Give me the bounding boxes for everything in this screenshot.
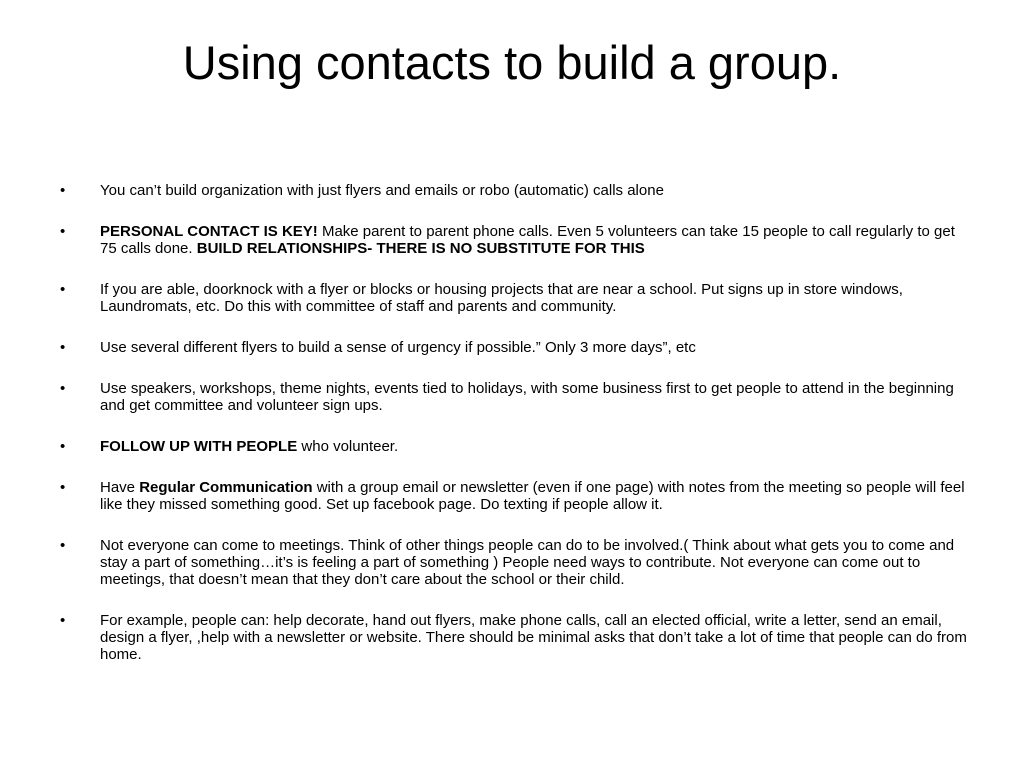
bullet-segment: Make parent to parent phone calls. Even 5 volunteers can take 15 people to call regularly to get 75 calls done. [100,223,955,257]
bullet-emphasis: BUILD RELATIONSHIPS- THERE IS NO SUBSTITUTE FOR THIS [196,240,645,257]
bullet-item [60,223,972,257]
bullet-item [60,182,972,199]
bullet-text [100,479,965,513]
bullet-marker: • [60,479,66,496]
bullet-marker: • [60,281,66,298]
bullet-segment: Not everyone can come to meetings. Think of other things people can do to be involved.( Think about what gets you to come and stay a part of something…it’s is feeling a part of something ) People need ways to contribute. Not everyone can come out to meetings, that doesn’t mean that they don’t care about the school or their child. [100,537,955,588]
bullet-emphasis: PERSONAL CONTACT IS KEY! [100,223,318,240]
bullet-marker: • [60,380,66,397]
bullet-marker: • [60,339,66,356]
bullet-item [60,537,972,588]
bullet-text [100,438,398,455]
bullet-text [100,612,967,663]
bullet-item [60,281,972,315]
bullet-segment: with a group email or newsletter (even if one page) with notes from the meeting so people will feel like they missed something good. Set up facebook page. Do texting if people allow it. [100,479,965,513]
bullet-segment: Use several different flyers to build a sense of urgency if possible.” Only 3 more days”, etc [100,339,696,356]
bullet-emphasis: Regular Communication [139,479,313,496]
bullet-text [100,537,954,588]
bullet-text [100,223,955,257]
bullet-marker: • [60,223,66,240]
bullet-text [100,380,954,414]
bullet-marker: • [60,612,66,629]
bullet-emphasis: FOLLOW UP WITH PEOPLE [100,438,298,455]
bullet-list [60,182,972,687]
bullet-text [100,339,696,356]
bullet-marker: • [60,537,66,554]
bullet-text [100,281,903,315]
bullet-item [60,479,972,513]
bullet-item [60,438,972,455]
bullet-item [60,380,972,414]
slide-title: Using contacts to build a group. [182,36,842,89]
bullet-marker: • [60,438,66,455]
bullet-segment: Have [100,479,140,496]
bullet-item [60,612,972,663]
bullet-segment: If you are able, doorknock with a flyer or blocks or housing projects that are near a school. Put signs up in store windows, Laundromats, etc. Do this with committee of staff and parents and community. [100,281,903,315]
bullet-text [100,182,664,199]
bullet-segment: You can’t build organization with just flyers and emails or robo (automatic) calls alone [100,182,664,199]
bullet-item [60,339,972,356]
bullet-marker: • [60,182,66,199]
bullet-segment: For example, people can: help decorate, hand out flyers, make phone calls, call an elected official, write a letter, send an email, design a flyer, ,help with a newsletter or website. There should be minimal asks that don’t take a lot of time that people can do from home. [100,612,967,663]
bullet-segment: Use speakers, workshops, theme nights, events tied to holidays, with some business first to get people to attend in the beginning and get committee and volunteer sign ups. [100,380,954,414]
bullet-segment: who volunteer. [297,438,399,455]
